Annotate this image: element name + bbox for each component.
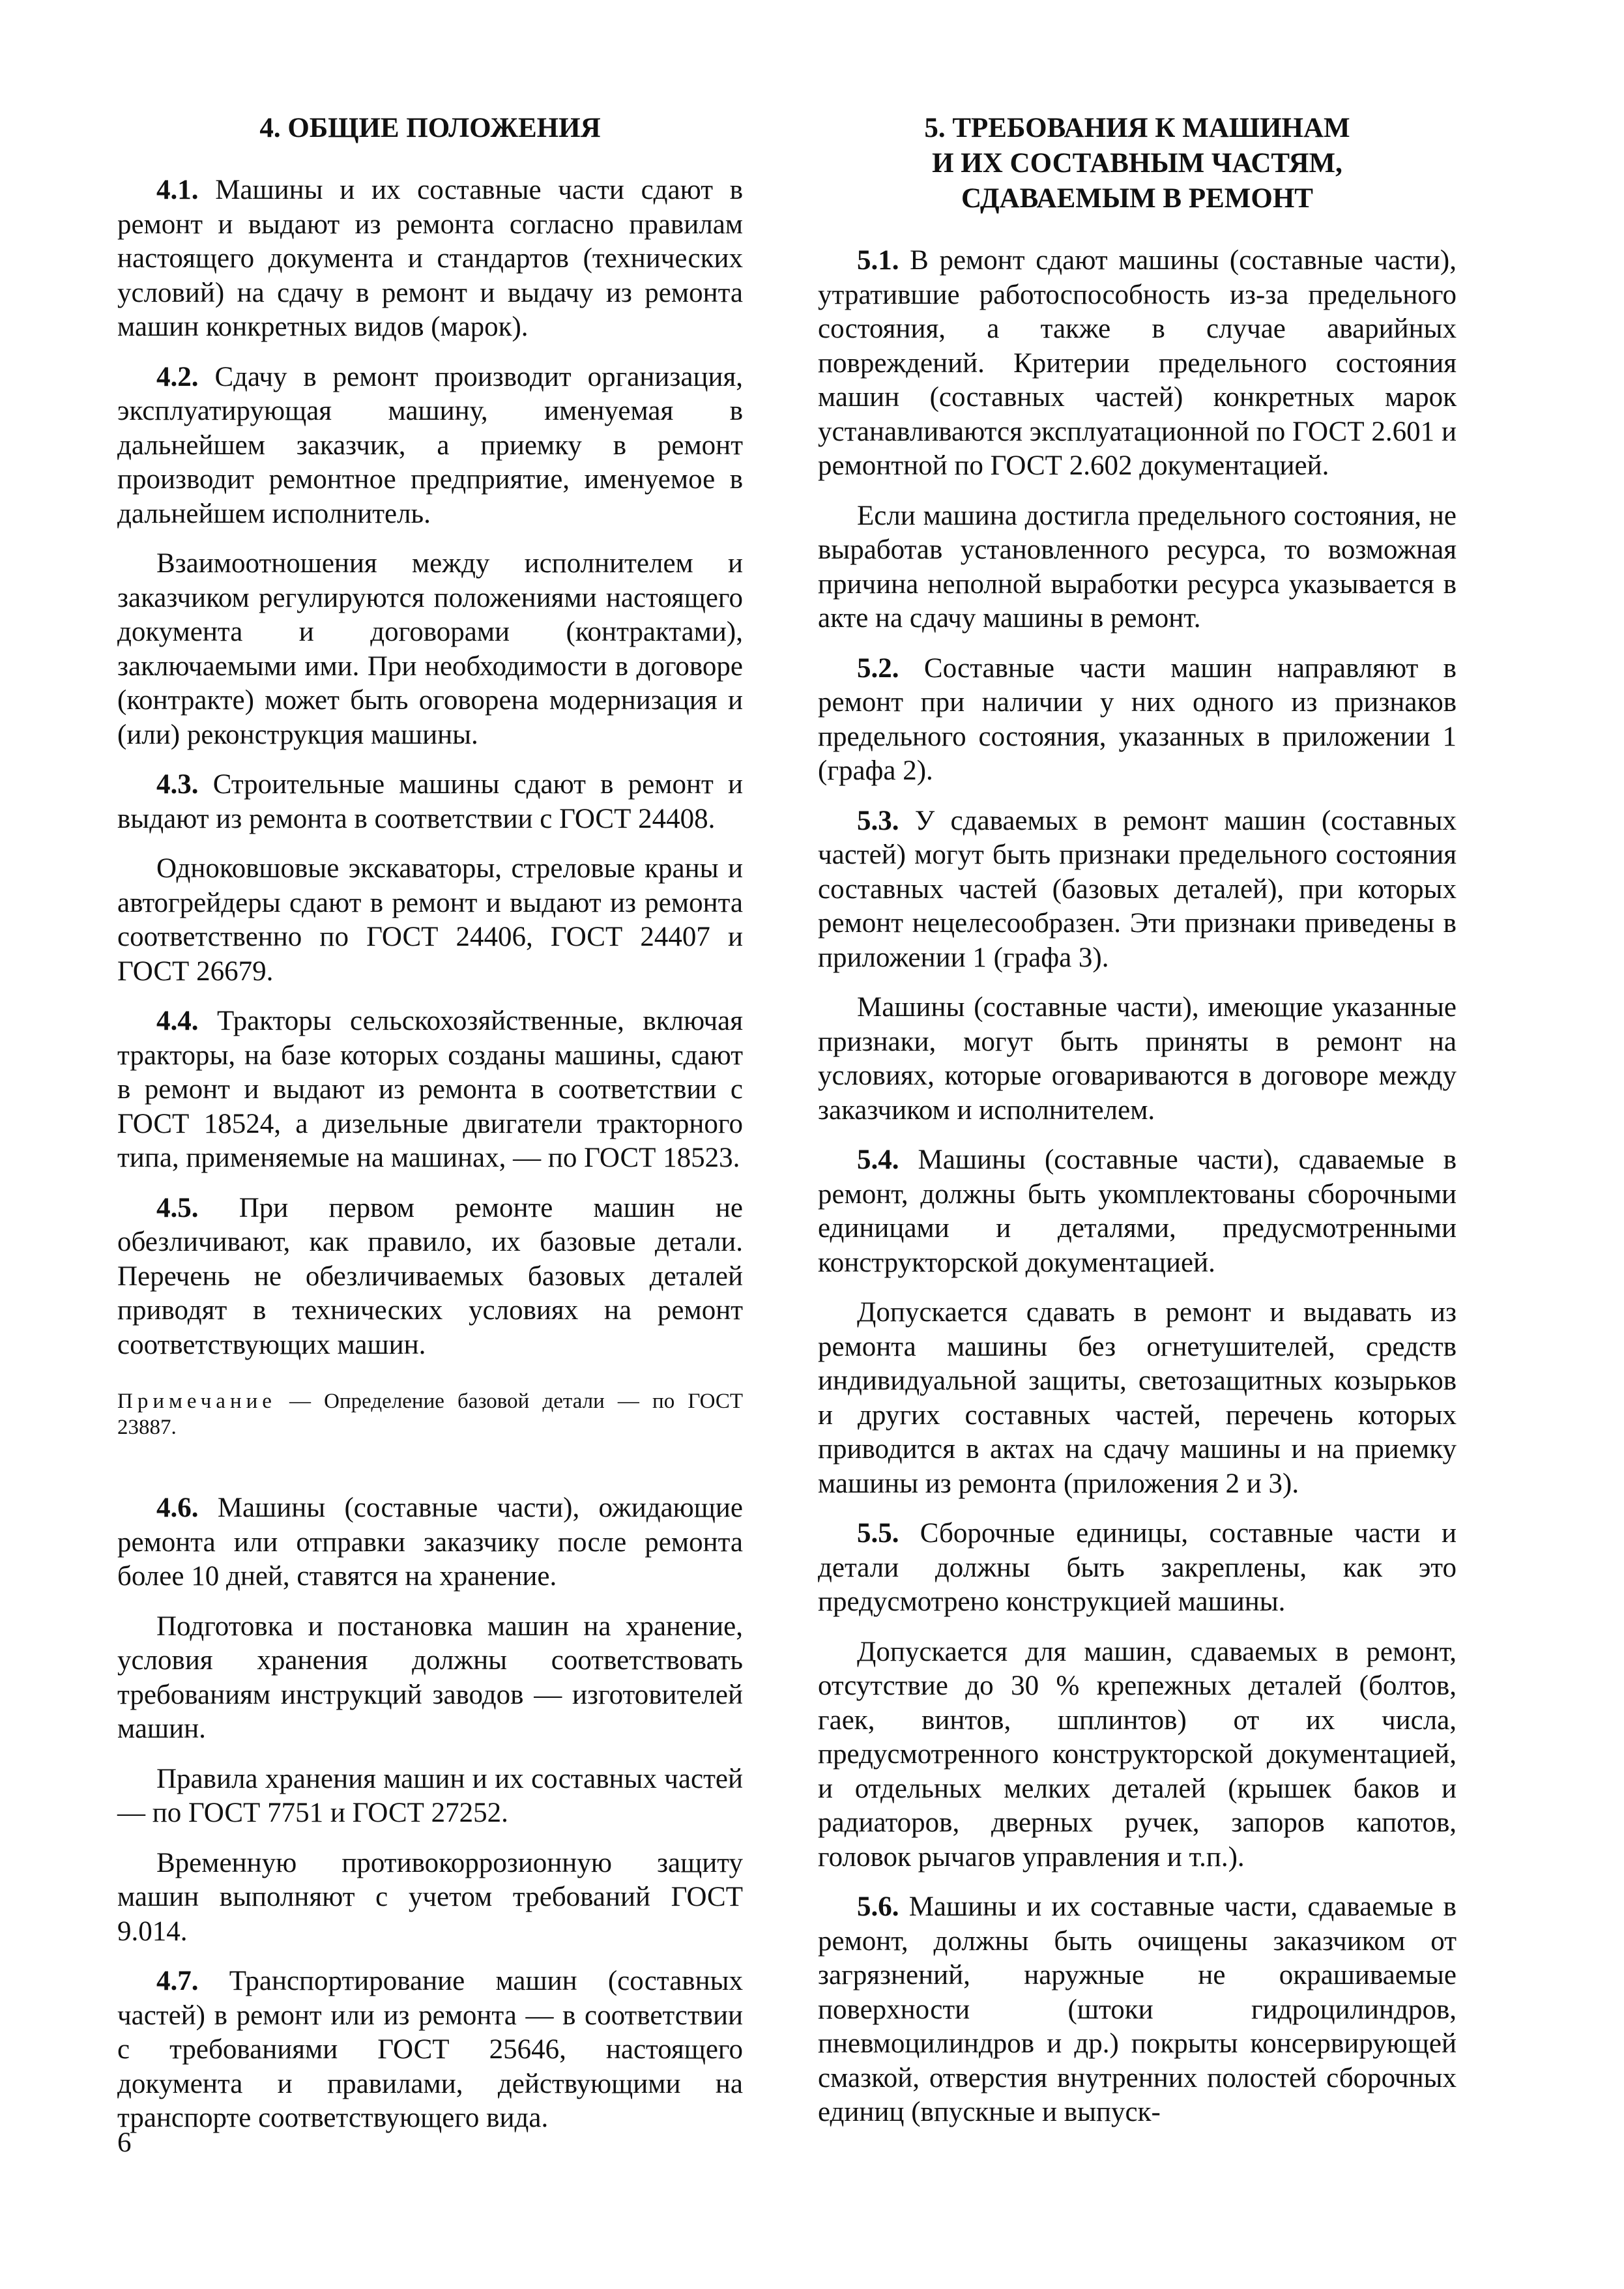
paragraph-text: Допускается для машин, сдаваемых в ремонт, отсутствие до 30 % крепежных деталей (болтов, гаек, винтов, шплинтов) от их числа, предусмотренного конструкторской документацией, и отдельных мелких деталей (крышек баков и радиаторов, дверных ручек, запоров капотов, головок рычагов управления и т.п.). [818, 1636, 1457, 1873]
right-column [818, 111, 1457, 2146]
paragraph-text: Сборочные единицы, составные части и детали должны быть закреплены, как это предусмотрено конструкцией машины. [818, 1518, 1457, 1617]
paragraph-text: Машины (составные части), ожидающие ремонта или отправки заказчику после ремонта более 10 дней, ставятся на хранение. [117, 1493, 743, 1592]
paragraph-5-3 [818, 804, 1457, 976]
clause-number: 4.5. [156, 1192, 199, 1223]
section-5-title-line: И ИХ СОСТАВНЫМ ЧАСТЯМ, [932, 148, 1342, 179]
clause-number: 4.2. [156, 361, 199, 392]
paragraph-text: У сдаваемых в ремонт машин (составных частей) могут быть признаки предельного состояния составных частей (базовых деталей), при которых ремонт нецелесообразен. Эти признаки приведены в приложении 1 (графа 3). [818, 805, 1457, 973]
paragraph-5-4 [818, 1143, 1457, 1280]
paragraph-5-5 [818, 1517, 1457, 1620]
paragraph-text: Тракторы сельскохозяйственные, включая тракторы, на базе которых созданы машины, сдают в ремонт и выдают из ремонта в соответствии с ГОСТ 18524, а дизельные двигатели тракторного типа, применяемые на машинах, — по ГОСТ 18523. [117, 1006, 743, 1173]
clause-number: 4.6. [156, 1493, 199, 1523]
clause-number: 4.3. [156, 769, 199, 800]
paragraph-text: Машины и их составные части, сдаваемые в ремонт, должны быть очищены заказчиком от загрязнений, наружные не окрашиваемые поверхности (штоки гидроцилиндров, пневмоцилиндров и др.) покрыты консервирующей смазкой, отверстия внутренних полостей сборочных единиц (впускные и выпуск- [818, 1891, 1457, 2127]
paragraph-allowed-without [818, 1296, 1457, 1501]
paragraph-storage-prep [117, 1610, 743, 1747]
paragraph-4-7 [117, 1964, 743, 2136]
paragraph-resource [818, 499, 1457, 636]
section-4-title: 4. ОБЩИЕ ПОЛОЖЕНИЯ [259, 113, 601, 143]
left-column [117, 111, 743, 2151]
section-5-title-line: СДАВАЕМЫМ В РЕМОНТ [961, 183, 1313, 214]
clause-number: 4.1. [156, 175, 199, 205]
paragraph-5-2 [818, 652, 1457, 789]
paragraph-text: Если машина достигла предельного состояния, не выработав установленного ресурса, то возможная причина неполной выработки ресурса указывается в акте на сдачу машины в ремонт. [818, 500, 1457, 634]
paragraph-text: Транспортирование машин (составных частей) в ремонт или из ремонта — в соответствии с требованиями ГОСТ 25646, настоящего документа и правилами, действующими на транспорте соответствующего вида. [117, 1966, 743, 2133]
section-5-title [818, 111, 1457, 216]
note-label: Примечание [117, 1390, 276, 1413]
paragraph-4-3 [117, 768, 743, 836]
paragraph-storage-rules [117, 1762, 743, 1831]
section-5-title-line: 5. ТРЕБОВАНИЯ К МАШИНАМ [924, 113, 1350, 143]
paragraph-4-6 [117, 1491, 743, 1594]
clause-number: 5.4. [857, 1144, 899, 1175]
paragraph-text: Строительные машины сдают в ремонт и выдают из ремонта в соответствии с ГОСТ 24408. [117, 769, 743, 834]
clause-number: 4.4. [156, 1006, 199, 1036]
paragraph-5-6 [818, 1890, 1457, 2130]
paragraph-5-1 [818, 244, 1457, 484]
clause-number: 5.5. [857, 1518, 899, 1549]
paragraph-text: Одноковшовые экскаваторы, стреловые краны и автогрейдеры сдают в ремонт и выдают из ремонта соответственно по ГОСТ 24406, ГОСТ 24407 и ГОСТ 26679. [117, 853, 743, 987]
paragraph-text: Допускается сдавать в ремонт и выдавать из ремонта машины без огнетушителей, средств индивидуальной защиты, светозащитных козырьков и других составных частей, перечень которых приводится в актах на сдачу машины и на приемку машины из ремонта (приложения 2 и 3). [818, 1297, 1457, 1499]
paragraph-text: Правила хранения машин и их составных частей — по ГОСТ 7751 и ГОСТ 27252. [117, 1763, 743, 1828]
paragraph-4-5 [117, 1191, 743, 1363]
page-number: 6 [117, 2127, 132, 2158]
paragraph-text: При первом ремонте машин не обезличивают, как правило, их базовые детали. Перечень не обезличиваемых базовых деталей приводят в технических условиях на ремонт соответствующих машин. [117, 1192, 743, 1360]
paragraph-text: Временную противокоррозионную защиту машин выполняют с учетом требований ГОСТ 9.014. [117, 1847, 743, 1947]
note [117, 1388, 743, 1440]
paragraph-4-2 [117, 360, 743, 532]
paragraph-relations [117, 547, 743, 752]
paragraph-text: В ремонт сдают машины (составные части), утратившие работоспособность из-за предельного состояния, а также в случае аварийных повреждений. Критерии предельного состояния машин (составных частей) конкретных марок устанавливаются эксплуатационной по ГОСТ 2.601 и ремонтной по ГОСТ 2.602 документацией. [818, 245, 1457, 481]
paragraph-text: Машины (составные части), сдаваемые в ремонт, должны быть укомплектованы сборочными единицами и деталями, предусмотренными конструкторской документацией. [818, 1144, 1457, 1278]
paragraph-acceptance [818, 991, 1457, 1128]
clause-number: 4.7. [156, 1966, 199, 1996]
clause-number: 5.3. [857, 805, 899, 836]
paragraph-4-1 [117, 173, 743, 345]
paragraph-corrosion [117, 1846, 743, 1949]
paragraph-4-4 [117, 1004, 743, 1176]
paragraph-text: Машины (составные части), имеющие указанные признаки, могут быть приняты в ремонт на условиях, которые оговариваются в договоре между заказчиком и исполнителем. [818, 992, 1457, 1126]
paragraph-text: Сдачу в ремонт производит организация, эксплуатирующая машину, именуемая в дальнейшем заказчик, а приемку в ремонт производит ремонтное предприятие, именуемое в дальнейшем исполнитель. [117, 361, 743, 529]
paragraph-excavators [117, 852, 743, 989]
paragraph-text: Взаимоотношения между исполнителем и заказчиком регулируются положениями настоящего документа и договорами (контрактами), заключаемыми ими. При необходимости в договоре (контракте) может быть оговорена модернизация и (или) реконструкция машины. [117, 548, 743, 750]
clause-number: 5.6. [857, 1891, 899, 1922]
paragraph-fasteners [818, 1635, 1457, 1875]
paragraph-text: Составные части машин направляют в ремонт при наличии у них одного из признаков предельного состояния, указанных в приложении 1 (графа 2). [818, 652, 1457, 786]
clause-number: 5.2. [857, 652, 899, 684]
note-text: — Определение базовой детали — по ГОСТ 23887. [117, 1390, 743, 1439]
clause-number: 5.1. [857, 245, 899, 276]
paragraph-text: Машины и их составные части сдают в ремонт и выдают из ремонта согласно правилам настоящего документа и стандартов (технических условий) на сдачу в ремонт и выдачу из ремонта машин конкретных видов (марок). [117, 175, 743, 342]
paragraph-text: Подготовка и постановка машин на хранение, условия хранения должны соответствовать требованиям инструкций заводов — изготовителей машин. [117, 1611, 743, 1744]
